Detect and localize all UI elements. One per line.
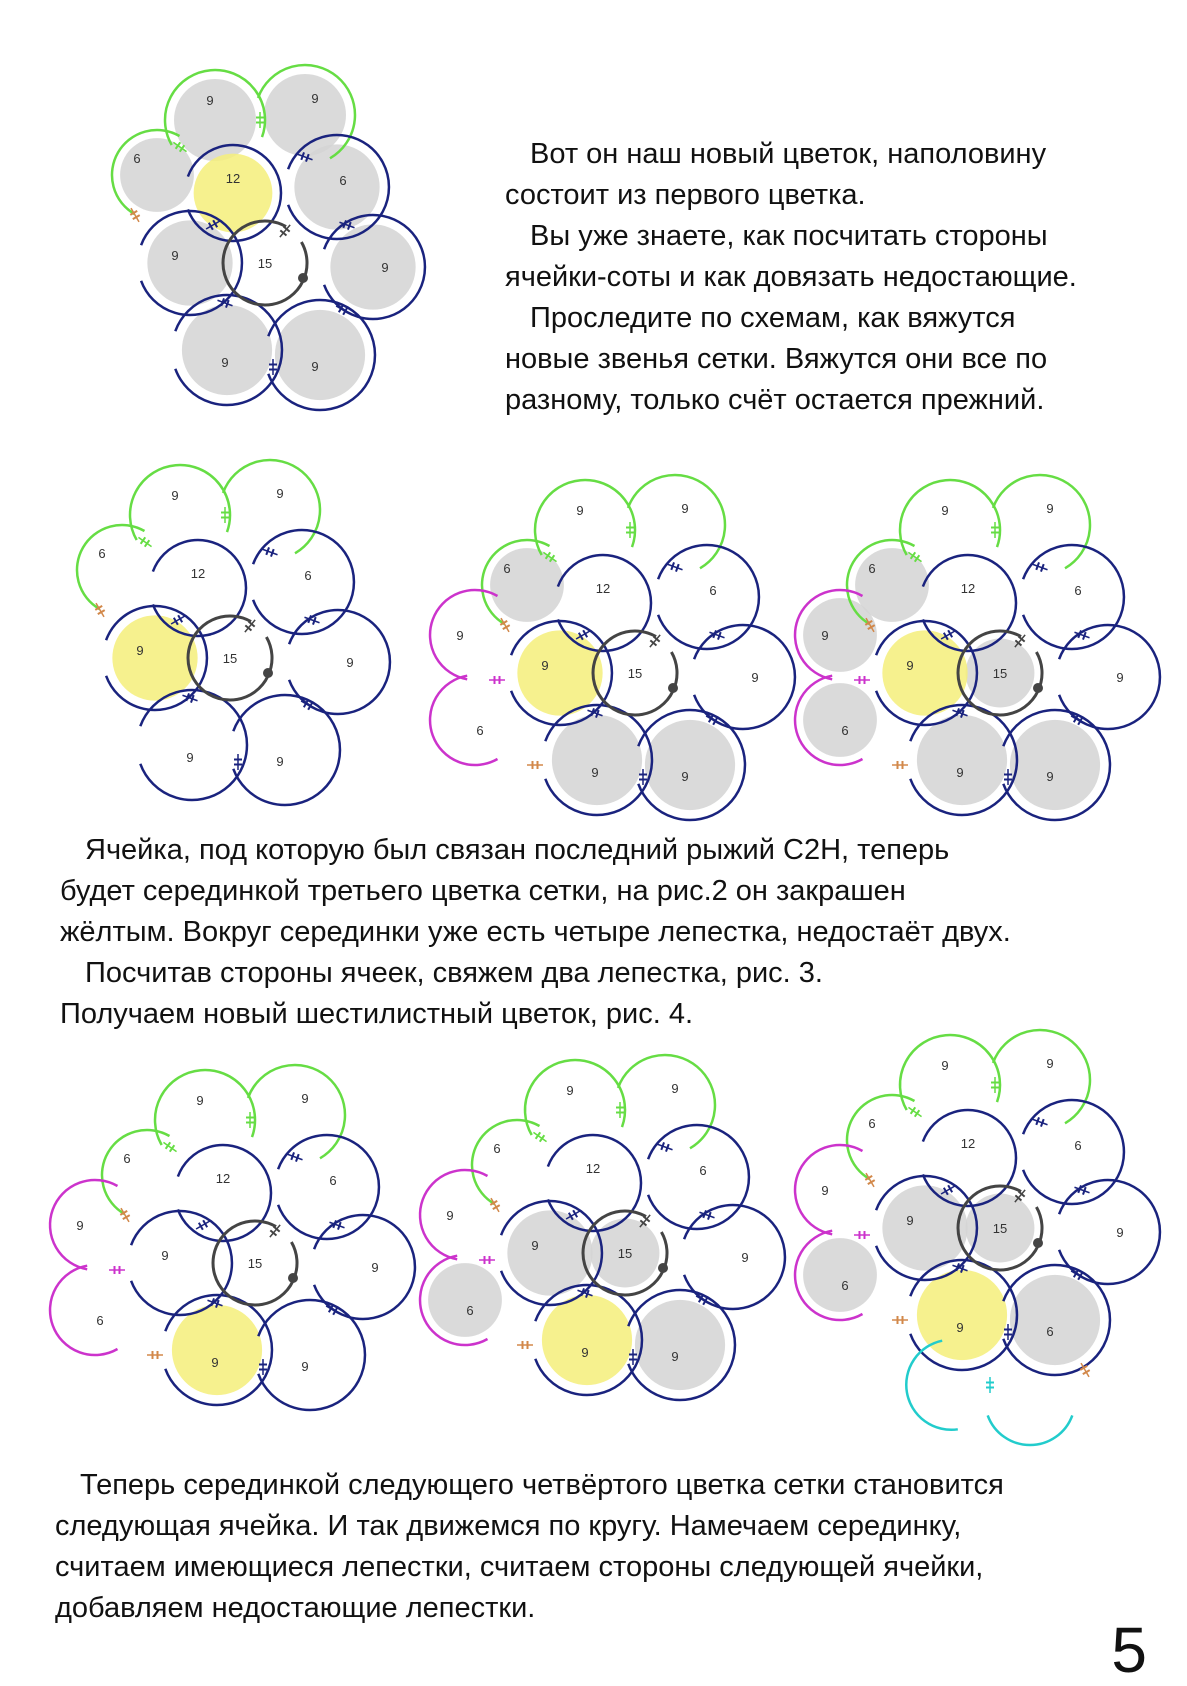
link-mark bbox=[1032, 1117, 1047, 1126]
center-knot bbox=[298, 273, 308, 283]
petal-label-left: 6 bbox=[493, 1141, 501, 1156]
link-mark bbox=[626, 522, 634, 538]
petal-label-center: 15 bbox=[992, 1221, 1008, 1236]
petal-label-upper-cell: 12 bbox=[585, 1161, 601, 1176]
petal-label-bottom-right: 9 bbox=[301, 1359, 309, 1374]
yellow-center-cell bbox=[112, 615, 197, 700]
petal-label-left: 6 bbox=[98, 546, 106, 561]
link-mark bbox=[490, 1198, 499, 1212]
green-petal bbox=[130, 465, 230, 540]
link-mark bbox=[163, 1142, 176, 1151]
petal-label-mid-left: 9 bbox=[906, 1213, 914, 1228]
petal-label-left: 6 bbox=[133, 151, 141, 166]
navy-petal bbox=[233, 695, 340, 805]
link-mark bbox=[270, 1225, 280, 1237]
petal-label-extension-top: 9 bbox=[456, 628, 464, 643]
petal-label-mid-left: 9 bbox=[541, 658, 549, 673]
gray-shaded-cell bbox=[507, 1210, 592, 1295]
petal-label-left: 6 bbox=[503, 561, 511, 576]
gray-shaded-cell bbox=[1010, 720, 1100, 810]
petal-label-extension-bottom: 6 bbox=[466, 1303, 474, 1318]
diagram-group bbox=[50, 1065, 415, 1410]
gray-shaded-cell bbox=[645, 720, 735, 810]
link-mark bbox=[892, 1316, 908, 1324]
navy-petal bbox=[140, 690, 247, 800]
petal-label-right-top: 6 bbox=[329, 1173, 337, 1188]
flower-diagram-3 bbox=[435, 485, 759, 805]
intro-line: состоит из первого цветка. bbox=[505, 179, 866, 211]
flower-diagram-5 bbox=[55, 1075, 400, 1395]
petal-label-extension-bottom: 6 bbox=[841, 723, 849, 738]
petal-label-left: 6 bbox=[123, 1151, 131, 1166]
link-mark bbox=[640, 1215, 650, 1227]
link-mark bbox=[616, 1102, 624, 1118]
center-knot bbox=[263, 668, 273, 678]
petal-label-extension-top: 9 bbox=[821, 1183, 829, 1198]
petal-label-bottom-left: 9 bbox=[591, 765, 599, 780]
flower-diagram-7 bbox=[800, 1040, 1145, 1440]
link-mark bbox=[147, 1351, 163, 1359]
link-mark bbox=[517, 1341, 533, 1349]
link-mark bbox=[196, 1220, 210, 1229]
bottom-line: следующая ячейка. И так движемся по кругу. Намечаем серединку, bbox=[55, 1510, 962, 1542]
gray-shaded-cell bbox=[803, 683, 877, 757]
green-petal bbox=[535, 480, 635, 555]
link-mark bbox=[991, 522, 999, 538]
middle-line: Получаем новый шестилистный цветок, рис. 4. bbox=[60, 998, 694, 1030]
green-petal bbox=[155, 1070, 255, 1145]
diagram-group bbox=[430, 475, 795, 820]
green-petal bbox=[900, 1035, 1000, 1110]
flower-diagram-1 bbox=[95, 75, 415, 415]
petal-label-bottom-right: 9 bbox=[671, 1349, 679, 1364]
petal-label-bottom-left: 9 bbox=[581, 1345, 589, 1360]
link-mark bbox=[865, 1173, 874, 1187]
petal-label-right-top: 6 bbox=[1074, 1138, 1082, 1153]
link-mark bbox=[1015, 1190, 1025, 1202]
petal-label-upper-cell: 12 bbox=[215, 1171, 231, 1186]
bottom-paragraph bbox=[55, 1465, 1004, 1629]
link-mark bbox=[256, 112, 264, 128]
petal-label-top-left: 9 bbox=[171, 488, 179, 503]
gray-shaded-cell bbox=[264, 74, 346, 156]
gray-shaded-cell bbox=[1010, 1275, 1100, 1365]
petal-label-mid-left: 9 bbox=[136, 643, 144, 658]
yellow-center-cell bbox=[517, 630, 602, 715]
flower-diagram-6 bbox=[425, 1065, 760, 1395]
petal-label-bottom-right: 9 bbox=[681, 769, 689, 784]
link-mark bbox=[479, 1256, 495, 1264]
link-mark bbox=[650, 635, 660, 647]
petal-label-top-right: 9 bbox=[1046, 1056, 1054, 1071]
link-mark bbox=[500, 618, 509, 632]
petal-label-right-top: 6 bbox=[699, 1163, 707, 1178]
yellow-center-cell bbox=[882, 630, 967, 715]
petal-label-center: 15 bbox=[992, 666, 1008, 681]
petal-label-bottom-left: 9 bbox=[956, 765, 964, 780]
yellow-center-cell bbox=[542, 1295, 632, 1385]
gray-shaded-cell bbox=[147, 220, 232, 305]
petal-label-left: 6 bbox=[868, 561, 876, 576]
petal-label-center: 15 bbox=[257, 256, 273, 271]
link-mark bbox=[667, 562, 682, 571]
petal-label-extension-top: 9 bbox=[76, 1218, 84, 1233]
petal-label-right-top: 6 bbox=[304, 568, 312, 583]
green-petal bbox=[525, 1060, 625, 1135]
gray-shaded-cell bbox=[428, 1263, 502, 1337]
flower-diagram-4 bbox=[800, 485, 1140, 805]
gray-shaded-cell bbox=[275, 310, 365, 400]
petal-label-top-right: 9 bbox=[671, 1081, 679, 1096]
middle-line: Ячейка, под которую был связан последний рыжий С2Н, теперь bbox=[85, 834, 950, 866]
link-mark bbox=[138, 537, 151, 546]
magenta-petal bbox=[430, 676, 497, 765]
petal-label-right-top: 6 bbox=[339, 173, 347, 188]
petal-label-bottom-right: 6 bbox=[1046, 1324, 1054, 1339]
magenta-petal bbox=[430, 590, 497, 679]
magenta-petal bbox=[50, 1266, 117, 1355]
petal-label-left: 6 bbox=[868, 1116, 876, 1131]
bottom-line: добавляем недостающие лепестки. bbox=[55, 1592, 536, 1624]
link-mark bbox=[280, 225, 290, 237]
gray-shaded-cell bbox=[917, 715, 1007, 805]
middle-line: жёлтым. Вокруг серединки уже есть четыре лепестка, недостаёт двух. bbox=[60, 916, 1011, 948]
petal-label-upper-cell: 12 bbox=[225, 171, 241, 186]
petal-label-top-left: 9 bbox=[576, 503, 584, 518]
petal-label-bottom-left: 9 bbox=[221, 355, 229, 370]
center-knot bbox=[668, 683, 678, 693]
gray-shaded-cell bbox=[882, 1185, 967, 1270]
link-mark bbox=[109, 1266, 125, 1274]
petal-label-extension-bottom: 6 bbox=[476, 723, 484, 738]
petal-label-top-left: 9 bbox=[941, 1058, 949, 1073]
petal-label-mid-left: 9 bbox=[906, 658, 914, 673]
magenta-petal bbox=[795, 1145, 862, 1234]
intro-line: разному, только счёт остается прежний. bbox=[505, 384, 1045, 416]
link-mark bbox=[221, 507, 229, 523]
gray-shaded-cell bbox=[330, 224, 415, 309]
petal-label-mid-left: 9 bbox=[161, 1248, 169, 1263]
petal-label-mid-right: 9 bbox=[751, 670, 759, 685]
petal-label-top-left: 9 bbox=[941, 503, 949, 518]
navy-petal bbox=[178, 1145, 271, 1241]
navy-petal bbox=[258, 1300, 365, 1410]
intro-line: Проследите по схемам, как вяжутся bbox=[530, 302, 1016, 334]
petal-label-upper-cell: 12 bbox=[960, 581, 976, 596]
diagram-group bbox=[795, 475, 1160, 820]
center-knot bbox=[1033, 683, 1043, 693]
magenta-petal bbox=[420, 1170, 487, 1259]
petal-label-mid-left: 9 bbox=[531, 1238, 539, 1253]
link-mark bbox=[1032, 562, 1047, 571]
petal-label-right-top: 6 bbox=[709, 583, 717, 598]
middle-line: Посчитав стороны ячеек, свяжем два лепестка, рис. 3. bbox=[85, 957, 823, 989]
link-mark bbox=[908, 1107, 921, 1116]
petal-label-center: 15 bbox=[617, 1246, 633, 1261]
link-mark bbox=[854, 676, 870, 684]
link-mark bbox=[246, 1112, 254, 1128]
intro-line: ячейки-соты и как довязать недостающие. bbox=[505, 261, 1077, 293]
link-mark bbox=[130, 208, 139, 222]
center-knot bbox=[658, 1263, 668, 1273]
petal-label-top-right: 9 bbox=[1046, 501, 1054, 516]
link-mark bbox=[120, 1208, 129, 1222]
link-mark bbox=[489, 676, 505, 684]
middle-line: будет серединкой третьего цветка сетки, на рис.2 он закрашен bbox=[60, 875, 906, 907]
petal-label-top-right: 9 bbox=[276, 486, 284, 501]
diagram-group bbox=[77, 460, 390, 805]
petal-label-upper-cell: 12 bbox=[190, 566, 206, 581]
petal-label-top-left: 9 bbox=[566, 1083, 574, 1098]
petal-label-upper-cell: 12 bbox=[960, 1136, 976, 1151]
center-knot bbox=[288, 1273, 298, 1283]
petal-label-bottom-right: 9 bbox=[1046, 769, 1054, 784]
link-mark bbox=[986, 1377, 994, 1393]
intro-line: новые звенья сетки. Вяжутся они все по bbox=[505, 343, 1048, 375]
link-mark bbox=[1015, 635, 1025, 647]
navy-petal bbox=[131, 1211, 232, 1315]
petal-label-bottom-right: 9 bbox=[276, 754, 284, 769]
petal-label-mid-right: 9 bbox=[381, 260, 389, 275]
petal-label-bottom-left: 9 bbox=[211, 1355, 219, 1370]
diagram-group bbox=[795, 1030, 1160, 1445]
link-mark bbox=[892, 761, 908, 769]
petal-label-top-right: 9 bbox=[301, 1091, 309, 1106]
link-mark bbox=[95, 603, 104, 617]
yellow-center-cell bbox=[172, 1305, 262, 1395]
petal-label-mid-right: 9 bbox=[741, 1250, 749, 1265]
petal-label-extension-top: 9 bbox=[446, 1208, 454, 1223]
petal-label-top-left: 9 bbox=[196, 1093, 204, 1108]
gray-shaded-cell bbox=[803, 1238, 877, 1312]
petal-label-mid-right: 9 bbox=[346, 655, 354, 670]
petal-label-extension-bottom: 6 bbox=[841, 1278, 849, 1293]
petal-label-mid-left: 9 bbox=[171, 248, 179, 263]
petal-label-mid-right: 9 bbox=[1116, 670, 1124, 685]
green-petal bbox=[900, 480, 1000, 555]
link-mark bbox=[287, 1152, 302, 1161]
petal-label-top-left: 9 bbox=[206, 93, 214, 108]
intro-paragraph bbox=[505, 134, 1077, 421]
bottom-line: считаем имеющиеся лепестки, считаем стороны следующей ячейки, bbox=[55, 1551, 984, 1583]
diagram-group bbox=[112, 65, 425, 410]
link-mark bbox=[533, 1132, 546, 1141]
yellow-center-cell bbox=[917, 1270, 1007, 1360]
petal-label-mid-right: 9 bbox=[1116, 1225, 1124, 1240]
petal-label-center: 15 bbox=[627, 666, 643, 681]
link-mark bbox=[262, 547, 277, 556]
intro-line: Вы уже знаете, как посчитать стороны bbox=[530, 220, 1048, 252]
link-mark bbox=[854, 1231, 870, 1239]
center-knot bbox=[1033, 1238, 1043, 1248]
middle-paragraph bbox=[60, 830, 1011, 1035]
page-number: 5 bbox=[1111, 1614, 1147, 1686]
petal-label-mid-right: 9 bbox=[371, 1260, 379, 1275]
diagram-group bbox=[420, 1055, 785, 1400]
intro-line: Вот он наш новый цветок, наполовину bbox=[530, 138, 1047, 170]
gray-shaded-cell bbox=[803, 598, 877, 672]
petal-label-top-right: 9 bbox=[681, 501, 689, 516]
petal-label-bottom-left: 9 bbox=[956, 1320, 964, 1335]
link-mark bbox=[657, 1142, 672, 1151]
petal-label-center: 15 bbox=[222, 651, 238, 666]
petal-label-bottom-right: 9 bbox=[311, 359, 319, 374]
cyan-petal bbox=[988, 1415, 1073, 1445]
petal-label-bottom-left: 9 bbox=[186, 750, 194, 765]
link-mark bbox=[245, 620, 255, 632]
petal-label-right-top: 6 bbox=[1074, 583, 1082, 598]
petal-label-extension-bottom: 6 bbox=[96, 1313, 104, 1328]
magenta-petal bbox=[50, 1180, 117, 1269]
bottom-line: Теперь серединкой следующего четвёртого цветка сетки становится bbox=[80, 1469, 1004, 1501]
gray-shaded-cell bbox=[182, 305, 272, 395]
link-mark bbox=[991, 1077, 999, 1093]
flower-diagram-2 bbox=[60, 470, 380, 800]
petal-label-upper-cell: 12 bbox=[595, 581, 611, 596]
gray-shaded-cell bbox=[552, 715, 642, 805]
link-mark bbox=[527, 761, 543, 769]
petal-label-center: 15 bbox=[247, 1256, 263, 1271]
gray-shaded-cell bbox=[635, 1300, 725, 1390]
petal-label-extension-top: 9 bbox=[821, 628, 829, 643]
petal-label-top-right: 9 bbox=[311, 91, 319, 106]
